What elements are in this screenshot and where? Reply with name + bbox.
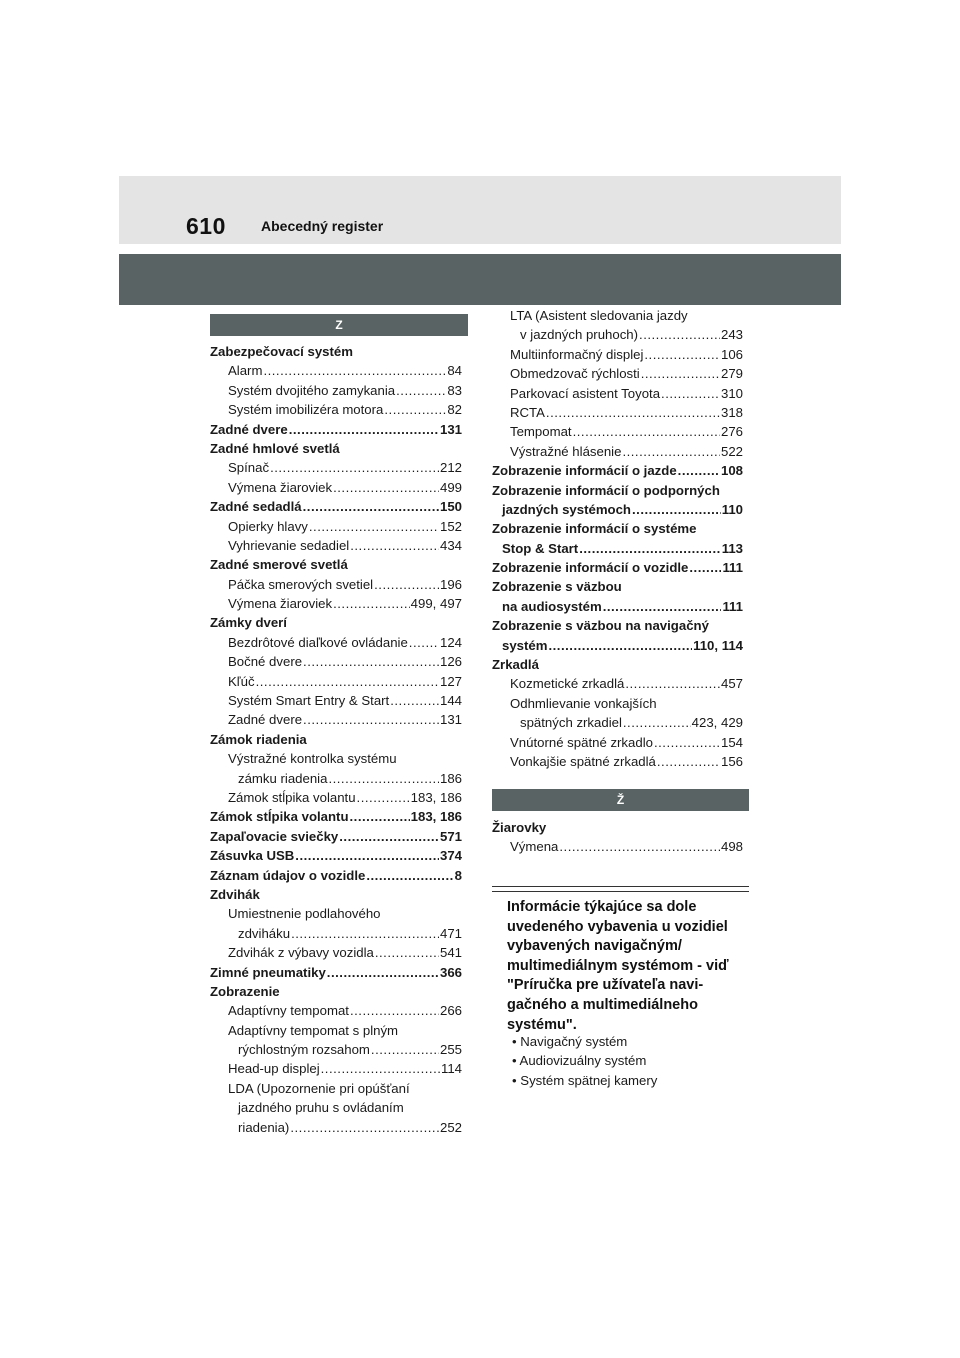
index-entry [492,618,743,637]
index-entry-term: Systém imobilizéra motora [228,402,384,418]
index-entry [210,945,462,964]
index-entry-term: Zámok riadenia [210,731,307,747]
index-entry-page: 126 [439,654,462,670]
index-entry-term: Zobrazenie s väzbou [492,579,622,595]
leader-dots [289,422,439,437]
index-entry-page: 541 [439,945,462,961]
index-entry [210,751,462,770]
index-entry-term: Alarm [228,363,263,379]
index-entry-page: 266 [439,1003,462,1019]
leader-dots [291,926,439,941]
index-entry [210,1100,462,1119]
index-entry [492,657,743,676]
index-entry-page: 276 [720,424,743,440]
index-entry-term: Spínač [228,460,270,476]
index-entry [492,327,743,346]
index-entry-term: Výmena žiaroviek [228,596,333,612]
index-entry [210,402,462,421]
index-entry [210,596,462,615]
leader-dots [328,771,439,786]
index-entry [210,654,462,673]
index-entry [492,366,743,385]
index-entry-term: Zadné dvere [210,421,288,437]
index-entry-page: 108 [720,463,743,479]
leader-dots [559,839,720,854]
index-entry [210,1042,462,1061]
page-number: 610 [186,213,226,239]
index-entry [492,715,743,734]
index-entry-term: Výmena [510,839,559,855]
index-entry [210,790,462,809]
index-entry-page: 131 [439,421,462,437]
index-column-right [492,308,743,773]
index-entry-page: 571 [439,828,462,844]
index-entry-term: Páčka smerových svetiel [228,576,374,592]
index-entry-term: Zobrazenie informácií o podporných [492,482,720,498]
section-letter-z: Z [210,314,468,336]
index-entry-page: 522 [720,443,743,459]
leader-dots [295,848,439,863]
index-entry [210,1003,462,1022]
leader-dots [546,405,720,420]
index-entry [492,541,743,560]
index-entry-term: LTA (Asistent sledovania jazdy [510,308,688,323]
info-list-item: • Audiovizuálny systém [512,1053,647,1069]
index-entry-term: Zobrazenie informácií o jazde [492,463,677,479]
index-entry-term: Zdvihák [210,886,260,902]
index-entry-term: Adaptívny tempomat s plným [228,1022,399,1038]
leader-dots [573,424,720,439]
index-entry-page: 82 [447,402,462,418]
index-entry [492,676,743,695]
index-entry-term: Stop & Start [502,540,579,556]
leader-dots [625,676,720,691]
index-entry-term: Obmedzovač rýchlosti [510,366,640,382]
leader-dots [350,809,410,824]
index-entry-page: 252 [439,1119,462,1135]
index-entry-page: 84 [447,363,462,379]
leader-dots [632,502,721,517]
index-entry-term: Zámok stĺpika volantu [210,809,349,825]
index-entry-page: 150 [439,499,462,515]
index-entry-term: Zadné sedadlá [210,499,302,515]
index-entry [492,754,743,773]
index-entry-term: jazdných systémoch [502,501,631,517]
index-entry [210,1023,462,1042]
index-entry-term: Vonkajšie spätné zrkadlá [510,753,656,769]
index-entry [210,519,462,538]
leader-dots [375,945,439,960]
index-entry [210,848,462,867]
index-entry-term: Zobrazenie informácií o vozidle [492,560,689,576]
info-divider [492,886,749,892]
leader-dots [263,363,446,378]
index-entry-page: 156 [720,753,743,769]
info-note-title: Informácie týkajúce sa dole uvedeného vybavenia u vozidiel vybavených navigačným/ multimediálnym systémom - viď "Príručka pre užívateľa navi- gačného a multimediálneho systému". [507,899,729,1033]
index-entry-term: spätných zrkadiel [520,715,622,731]
leader-dots [270,460,439,475]
index-entry [210,480,462,499]
index-entry [492,820,743,839]
index-entry-term: Tempomat [510,424,572,440]
index-entry-page: 152 [439,518,462,534]
index-entry-term: zdviháku [238,925,291,941]
leader-dots [641,366,720,381]
index-entry-page: 127 [439,673,462,689]
index-entry-page: 8 [454,867,462,883]
index-entry-page: 499 [439,479,462,495]
leader-dots [678,463,720,478]
leader-dots [256,674,439,689]
index-entry [492,502,743,521]
leader-dots [623,715,691,730]
index-entry-page: 374 [439,848,462,864]
leader-dots [384,402,446,417]
index-entry [210,363,462,382]
index-entry-term: Zabezpečovací systém [210,344,353,359]
leader-dots [654,735,720,750]
section-letter-zh: Ž [492,789,749,811]
leader-dots [350,1003,439,1018]
index-entry [492,405,743,424]
index-entry-term: Parkovací asistent Toyota [510,385,661,401]
index-entry [492,735,743,754]
index-entry-term: Head-up displej [228,1061,320,1077]
index-entry-term: Zásuvka USB [210,848,295,864]
header-band [119,176,841,244]
leader-dots [357,790,410,805]
index-entry [210,868,462,887]
leader-dots [661,386,720,401]
index-entry [210,771,462,790]
index-entry-page: 144 [439,693,462,709]
index-entry-page: 110 [721,501,743,517]
index-entry-term: systém [502,637,548,653]
index-entry-term: Výstražné kontrolka systému [228,751,397,767]
index-entry-page: 243 [720,327,743,343]
index-entry [492,521,743,540]
index-entry [492,444,743,463]
index-entry [492,463,743,482]
index-entry [210,344,462,363]
leader-dots [309,519,439,534]
leader-dots [371,1042,439,1057]
index-entry-term: Systém Smart Entry & Start [228,693,390,709]
index-entry [210,693,462,712]
index-entry [210,712,462,731]
index-entry [210,1061,462,1080]
index-entry [492,599,743,618]
leader-dots [396,383,446,398]
index-entry-term: Výstražné hlásenie [510,443,622,459]
index-entry [210,1081,462,1100]
index-entry [492,839,743,858]
index-entry [210,1120,462,1139]
index-entry-page: 124 [439,634,462,650]
index-entry-term: Zobrazenie informácií o systéme [492,521,697,537]
index-entry-page: 457 [720,676,743,692]
index-entry [492,386,743,405]
index-entry-page: 183, 186 [410,809,462,825]
leader-dots [290,1120,439,1135]
leader-dots [657,754,720,769]
index-entry [210,441,462,460]
index-entry-page: 212 [439,460,462,476]
index-entry [492,560,743,579]
leader-dots [579,541,721,556]
index-entry-term: Bezdrôtové diaľkové ovládanie [228,634,408,650]
index-entry [210,887,462,906]
leader-dots [374,577,439,592]
index-entry-page: 423, 429 [691,715,743,731]
index-entry [492,696,743,715]
index-entry [210,732,462,751]
leader-dots [327,965,439,980]
index-entry-page: 111 [722,598,743,614]
index-entry-term: Bočné dvere [228,654,303,670]
index-entry-page: 131 [439,712,462,728]
index-entry-term: Výmena žiaroviek [228,479,333,495]
index-entry [210,460,462,479]
leader-dots [333,480,439,495]
index-entry-term: na audiosystém [502,598,602,614]
index-entry-term: Multiinformačný displej [510,346,644,362]
index-entry-term: Zadné hmlové svetlá [210,440,340,456]
index-entry-page: 183, 186 [410,789,462,805]
index-entry-term: riadenia) [238,1119,290,1135]
index-entry-term: Žiarovky [492,820,547,835]
leader-dots [339,829,439,844]
index-entry [210,984,462,1003]
index-entry [492,638,743,657]
leader-dots [366,868,453,883]
index-entry [210,615,462,634]
index-entry-term: Zobrazenie [210,983,280,999]
index-entry-term: Vyhrievanie sedadiel [228,537,350,553]
info-list-item: • Navigačný systém [512,1034,628,1049]
index-entry-page: 310 [720,385,743,401]
index-entry-page: 111 [722,560,743,576]
index-entry [210,499,462,518]
index-entry [210,577,462,596]
leader-dots [603,599,722,614]
index-entry [492,424,743,443]
index-entry-page: 434 [439,537,462,553]
index-entry [210,906,462,925]
index-entry-term: Kozmetické zrkadlá [510,676,625,692]
index-entry [210,829,462,848]
index-entry-term: Zámok stĺpika volantu [228,789,356,805]
index-entry-term: rýchlostným rozsahom [238,1042,370,1058]
index-entry-page: 83 [447,382,462,398]
index-entry-term: Umiestnenie podlahového [228,906,381,922]
index-entry [492,579,743,598]
index-entry-term: Systém dvojitého zamykania [228,382,396,398]
leader-dots [548,638,692,653]
index-column-right-bottom [492,820,743,859]
leader-dots [390,693,439,708]
index-entry [492,347,743,366]
index-entry [210,557,462,576]
index-entry [210,635,462,654]
index-entry-page: 154 [720,734,743,750]
index-entry-page: 279 [720,366,743,382]
leader-dots [303,499,439,514]
leader-dots [303,654,439,669]
page-title: Abecedný register [261,218,384,234]
info-list-item: • Systém spätnej kamery [512,1072,658,1088]
index-entry [210,422,462,441]
index-entry [210,674,462,693]
index-entry-term: Zobrazenie s väzbou na navigačný [492,618,709,634]
leader-dots [350,538,439,553]
index-entry-page: 318 [720,404,743,420]
index-entry [210,926,462,945]
index-entry-page: 366 [439,964,462,980]
index-entry-term: Zámky dverí [210,615,287,631]
index-entry-term: RCTA [510,404,545,420]
index-entry-page: 113 [721,540,743,556]
leader-dots [303,712,439,727]
index-entry-page: 106 [720,346,743,362]
index-entry-page: 186 [439,770,462,786]
index-entry-term: zámku riadenia [238,770,328,786]
index-entry [492,483,743,502]
index-entry [210,809,462,828]
leader-dots [333,596,410,611]
header-dark-band [119,254,841,305]
leader-dots [321,1061,440,1076]
index-entry-page: 498 [720,839,743,855]
index-entry-term: v jazdných pruhoch) [520,327,639,343]
index-entry-page: 196 [439,576,462,592]
index-entry-term: Zrkadlá [492,657,539,673]
index-entry-page: 110, 114 [693,637,743,653]
index-entry-term: Adaptívny tempomat [228,1003,349,1019]
index-entry-page: 114 [440,1061,462,1077]
index-entry [210,965,462,984]
index-entry-page: 471 [439,925,462,941]
leader-dots [639,327,720,342]
index-entry [210,538,462,557]
index-entry [492,308,743,327]
index-entry-term: Vnútorné spätné zrkadlo [510,734,653,750]
index-entry-term: Zdvihák z výbavy vozidla [228,945,374,961]
index-entry-term: Záznam údajov o vozidle [210,867,366,883]
index-entry-term: jazdného pruhu s ovládaním [238,1100,404,1116]
index-entry-term: Zapaľovacie sviečky [210,828,339,844]
leader-dots [689,560,721,575]
index-entry-term: Opierky hlavy [228,518,308,534]
info-list [512,1032,657,1090]
index-entry-term: Zadné smerové svetlá [210,557,348,573]
index-entry-term: LDA (Upozornenie pri opúšťaní [228,1080,410,1096]
index-column-left [210,344,462,1139]
index-entry-term: Zadné dvere [228,712,303,728]
index-entry-term: Zimné pneumatiky [210,964,326,980]
index-entry-page: 499, 497 [410,596,462,612]
index-entry [210,383,462,402]
leader-dots [409,635,439,650]
leader-dots [622,444,720,459]
index-entry-term: Odhmlievanie vonkajších [510,695,657,711]
index-entry-page: 255 [439,1042,462,1058]
leader-dots [644,347,720,362]
index-entry-term: Kľúč [228,673,255,689]
